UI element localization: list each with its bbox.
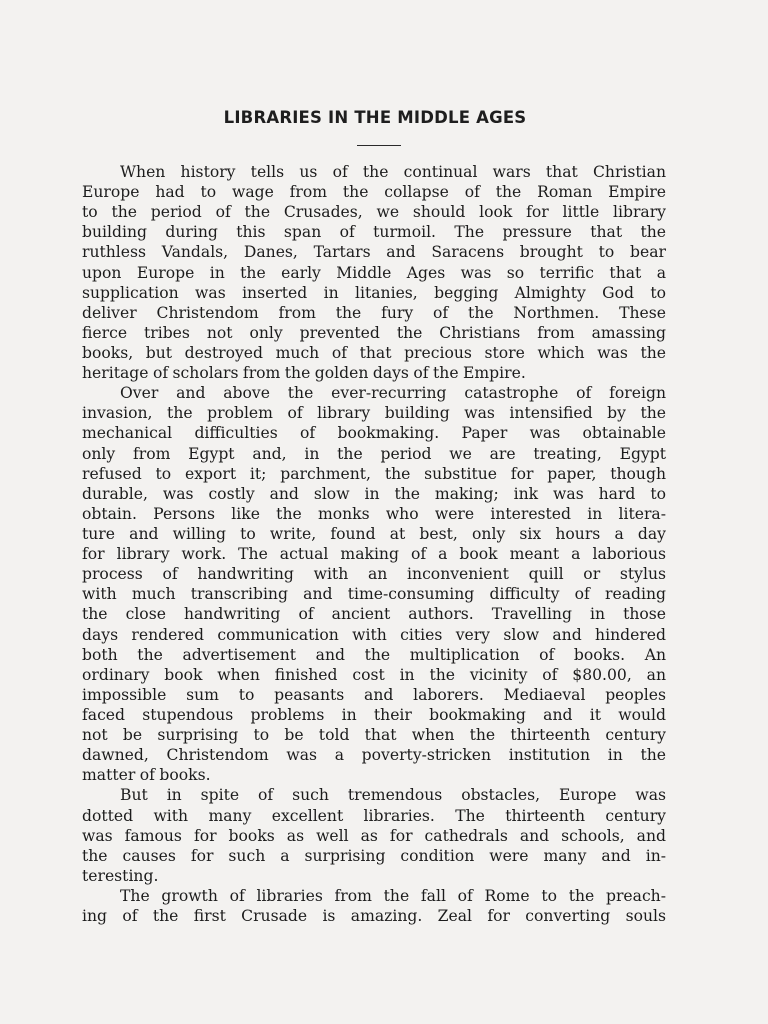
text-line: upon Europe in the early Middle Ages was so terrific that a (82, 263, 666, 282)
text-line: books, but destroyed much of that precious store which was the (82, 343, 666, 362)
paragraph-2 (82, 383, 666, 785)
text-line: ordinary book when finished cost in the vicinity of $80.00, an (82, 665, 666, 684)
text-line: dotted with many excellent libraries. The thirteenth century (82, 806, 666, 825)
body-text (82, 162, 666, 926)
text-line: teresting. (82, 866, 159, 885)
page-title: LIBRARIES IN THE MIDDLE AGES (223, 108, 527, 127)
text-line: Europe had to wage from the collapse of the Roman Empire (82, 183, 666, 202)
text-line: days rendered communication with cities very slow and hindered (82, 625, 666, 644)
text-line: to the period of the Crusades, we should look for little library (82, 203, 666, 222)
text-line: ing of the first Crusade is amazing. Zeal for converting souls (82, 907, 666, 926)
text-line: the causes for such a surprising condition were many and in- (82, 846, 666, 865)
text-line: with much transcribing and time-consuming difficulty of reading (82, 585, 666, 604)
paragraph-1 (82, 162, 666, 383)
text-line: When history tells us of the continual wars that Christian (120, 163, 666, 181)
text-line: dawned, Christendom was a poverty-stricken institution in the (82, 746, 666, 765)
text-line: deliver Christendom from the fury of the Northmen. These (82, 303, 666, 322)
text-line: matter of books. (82, 766, 211, 785)
text-line: invasion, the problem of library building was intensified by the (82, 404, 666, 423)
text-line: durable, was costly and slow in the making; ink was hard to (82, 484, 666, 503)
text-line: But in spite of such tremendous obstacles, Europe was (120, 786, 666, 805)
text-line: for library work. The actual making of a book meant a laborious (82, 545, 666, 564)
text-line: not be surprising to be told that when the thirteenth century (82, 726, 666, 745)
text-line: heritage of scholars from the golden days of the Empire. (82, 364, 526, 383)
text-line: building during this span of turmoil. The pressure that the (82, 223, 666, 242)
text-line: both the advertisement and the multiplication of books. An (82, 645, 666, 664)
text-line: fierce tribes not only prevented the Christians from amassing (82, 323, 666, 342)
text-line: the close handwriting of ancient authors. Travelling in those (82, 605, 666, 624)
text-line: supplication was inserted in litanies, begging Almighty God to (82, 283, 666, 302)
paragraph-4 (82, 886, 666, 926)
text-line: faced stupendous problems in their bookmaking and it would (82, 705, 666, 724)
text-line: was famous for books as well as for cathedrals and schools, and (82, 826, 666, 845)
text-line: mechanical difficulties of bookmaking. Paper was obtainable (82, 424, 666, 443)
text-line: ture and willing to write, found at best, only six hours a day (82, 524, 666, 543)
text-line: The growth of libraries from the fall of Rome to the preach- (120, 886, 666, 905)
text-line: Over and above the ever-recurring catastrophe of foreign (120, 384, 666, 403)
text-line: obtain. Persons like the monks who were interested in litera- (82, 504, 666, 523)
title-rule (357, 145, 401, 146)
text-line: impossible sum to peasants and laborers. Mediaeval peoples (82, 685, 666, 704)
text-line: refused to export it; parchment, the substitue for paper, though (82, 464, 666, 483)
text-line: process of handwriting with an inconvenient quill or stylus (82, 565, 666, 584)
text-line: ruthless Vandals, Danes, Tartars and Saracens brought to bear (82, 243, 666, 262)
text-line: only from Egypt and, in the period we are treating, Egypt (82, 444, 666, 463)
paragraph-3 (82, 785, 666, 886)
